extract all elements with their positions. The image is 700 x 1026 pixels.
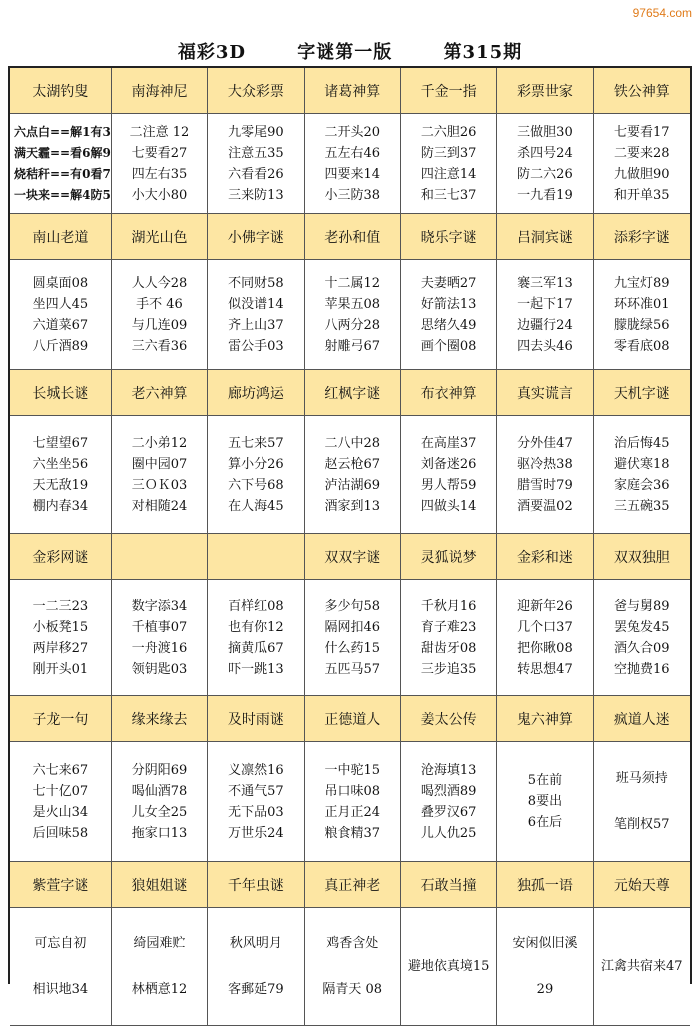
riddle-line: 转思想47	[517, 661, 573, 677]
riddle-line: 小大小80	[131, 187, 188, 203]
riddle-cell	[401, 742, 497, 862]
riddle-line: 安闲似旧溪	[512, 936, 578, 951]
column-header: 老孙和值	[305, 214, 401, 260]
riddle-line: 四左右35	[131, 166, 188, 182]
riddle-cell	[112, 260, 208, 370]
riddle-cell	[305, 416, 401, 534]
riddle-line: 治后悔45	[614, 435, 670, 451]
riddle-line: 育子难23	[420, 619, 477, 635]
riddle-line: 烧秸秆==有0看7	[14, 166, 111, 181]
column-header: 双双字谜	[305, 534, 401, 580]
riddle-line: 后回味58	[32, 825, 89, 841]
riddle-cell	[112, 742, 208, 862]
riddle-line: 可忘自初	[34, 936, 87, 951]
riddle-line: 防三到37	[420, 145, 477, 161]
riddle-line: 什么药15	[324, 640, 380, 656]
riddle-line: 刚开头01	[32, 661, 89, 677]
riddle-cell	[10, 260, 112, 370]
riddle-cell	[401, 416, 497, 534]
column-header: 独孤一语	[497, 862, 593, 908]
riddle-line: 分外佳47	[517, 435, 573, 451]
riddle-line: 罢兔发45	[614, 619, 670, 635]
riddle-line: 爸与舅89	[614, 598, 670, 614]
riddle-line: 九零尾90	[228, 124, 284, 140]
column-header: 缘来缘去	[112, 696, 208, 742]
riddle-line: 沧海填13	[420, 762, 477, 778]
riddle-line: 5在前	[527, 773, 563, 788]
riddle-line: 二八中28	[324, 435, 380, 451]
riddle-line: 圆桌面08	[32, 275, 89, 291]
riddle-line: 对相随24	[131, 498, 188, 514]
riddle-line: 江禽共宿来47	[601, 959, 683, 974]
riddle-line: 一中驼15	[324, 762, 380, 778]
riddle-cell	[208, 742, 304, 862]
riddle-line: 儿女全25	[131, 804, 188, 820]
riddle-cell	[497, 908, 593, 1026]
riddle-line: 三五碗35	[614, 498, 670, 514]
riddle-line: 三六看36	[131, 338, 188, 354]
riddle-line: 二小弟12	[131, 435, 188, 451]
riddle-line: 在人海45	[228, 498, 284, 514]
column-header: 姜太公传	[401, 696, 497, 742]
riddle-cell	[112, 908, 208, 1026]
riddle-line: 客郵延79	[228, 982, 284, 997]
page-title	[0, 38, 700, 64]
column-header: 小佛字谜	[208, 214, 304, 260]
column-header: 元始天尊	[594, 862, 690, 908]
riddle-line: 二开头20	[324, 124, 380, 140]
riddle-line: 七十亿07	[32, 783, 89, 799]
riddle-line: 迎新年26	[517, 598, 573, 614]
riddle-cell	[10, 580, 112, 696]
riddle-line: 甜齿牙08	[420, 640, 477, 656]
column-header: 太湖钓叟	[10, 68, 112, 114]
riddle-line: 防二六26	[517, 166, 573, 182]
riddle-line: 六下号68	[228, 477, 284, 493]
watermark: 97654.com	[632, 6, 692, 20]
riddle-line: 不通气57	[228, 783, 284, 799]
riddle-line: 空抛费16	[614, 661, 670, 677]
riddle-line: 和开单35	[614, 187, 670, 203]
riddle-line: 与几连09	[131, 317, 188, 333]
column-header: 狼姐姐谜	[112, 862, 208, 908]
column-header: 大众彩票	[208, 68, 304, 114]
riddle-line: 叠罗汉67	[420, 804, 477, 820]
riddle-line: 思绪久49	[420, 317, 477, 333]
column-header: 诸葛神算	[305, 68, 401, 114]
riddle-line: 无下品03	[228, 804, 284, 820]
riddle-line: 雷公手03	[228, 338, 284, 354]
riddle-line: 满天霾==看6解9	[14, 145, 111, 160]
riddle-line: 四去头46	[517, 338, 573, 354]
riddle-line: 二要来28	[614, 145, 670, 161]
riddle-line: 小板凳15	[32, 619, 89, 635]
riddle-line: 8要出	[527, 794, 563, 809]
column-header: 吕洞宾谜	[497, 214, 593, 260]
riddle-line: 五匹马57	[324, 661, 380, 677]
riddle-line: 射雕弓67	[324, 338, 380, 354]
riddle-line: 十二属12	[324, 275, 380, 291]
riddle-line: 领钥匙03	[131, 661, 188, 677]
riddle-line: 七要看17	[614, 124, 670, 140]
riddle-line: 和三七37	[420, 187, 477, 203]
riddle-cell	[401, 908, 497, 1026]
riddle-line: 一舟渡16	[131, 640, 188, 656]
riddle-line: 喝仙酒78	[131, 783, 188, 799]
riddle-line: 朦胧绿56	[614, 317, 670, 333]
riddle-line: 儿人仇25	[420, 825, 477, 841]
column-header: 正德道人	[305, 696, 401, 742]
riddle-cell	[401, 260, 497, 370]
column-header: 真实谎言	[497, 370, 593, 416]
column-header	[208, 534, 304, 580]
riddle-cell	[305, 742, 401, 862]
riddle-line: 班马须持	[615, 770, 668, 786]
riddle-cell	[401, 114, 497, 214]
riddle-line: 一九看19	[517, 187, 573, 203]
riddle-line: 一二三23	[32, 598, 89, 614]
riddle-line: 八斤酒89	[32, 338, 89, 354]
riddle-line: 百样红08	[228, 598, 284, 614]
riddle-cell	[594, 908, 690, 1026]
riddle-line: 隔网扣46	[324, 619, 380, 635]
riddle-line: 零看底08	[614, 338, 670, 354]
column-header: 千年虫谜	[208, 862, 304, 908]
riddle-cell	[208, 260, 304, 370]
column-header: 紫萱字谜	[10, 862, 112, 908]
riddle-cell	[10, 416, 112, 534]
column-header: 金彩网谜	[10, 534, 112, 580]
riddle-cell	[497, 260, 593, 370]
riddle-line: 6在后	[527, 815, 563, 830]
column-header: 金彩和迷	[497, 534, 593, 580]
column-header: 灵狐说梦	[401, 534, 497, 580]
riddle-line: 夫妻晒27	[420, 275, 477, 291]
riddle-line: 八两分28	[324, 317, 380, 333]
riddle-line: 在高崖37	[420, 435, 477, 451]
column-header: 及时雨谜	[208, 696, 304, 742]
riddle-line: 义凛然16	[228, 762, 284, 778]
riddle-line: 边疆行24	[517, 317, 573, 333]
riddle-line: 天无敌19	[32, 477, 89, 493]
riddle-line: 七要看27	[131, 145, 188, 161]
column-header: 彩票世家	[497, 68, 593, 114]
riddle-cell	[305, 908, 401, 1026]
riddle-line: 酒久合09	[614, 640, 670, 656]
column-header: 铁公神算	[594, 68, 690, 114]
riddle-line: 六七来67	[32, 762, 89, 778]
riddle-line: 酒家到13	[324, 498, 380, 514]
riddle-cell	[594, 416, 690, 534]
column-header: 疯道人迷	[594, 696, 690, 742]
riddle-cell	[208, 416, 304, 534]
riddle-line: 笔削权57	[614, 817, 670, 833]
riddle-cell	[594, 742, 690, 862]
riddle-line: 粮食精37	[324, 825, 380, 841]
column-header: 廊坊鸿运	[208, 370, 304, 416]
riddle-cell	[497, 114, 593, 214]
riddle-line: 29	[536, 982, 554, 997]
column-header: 布衣神算	[401, 370, 497, 416]
riddle-line: 摘黄瓜67	[228, 640, 284, 656]
riddle-cell	[112, 114, 208, 214]
riddle-line: 似没谱14	[228, 296, 284, 312]
riddle-cell	[10, 114, 112, 214]
riddle-line: 四要来14	[324, 166, 380, 182]
riddle-line: 吊口味08	[324, 783, 380, 799]
title-issue: 第315期	[443, 42, 523, 63]
riddle-line: 手不 46	[136, 296, 183, 312]
riddle-line: 小三防38	[324, 187, 380, 203]
title-brand: 福彩3D	[177, 42, 246, 63]
riddle-line: 三做胆30	[517, 124, 573, 140]
column-header: 石敢当撞	[401, 862, 497, 908]
riddle-cell	[208, 908, 304, 1026]
riddle-line: 刘备迷26	[420, 456, 477, 472]
riddle-cell	[594, 260, 690, 370]
riddle-line: 两岸移27	[32, 640, 89, 656]
riddle-cell	[401, 580, 497, 696]
riddle-cell	[305, 260, 401, 370]
column-header: 南海神尼	[112, 68, 208, 114]
riddle-line: 五左右46	[324, 145, 380, 161]
riddle-line: 万世乐24	[228, 825, 284, 841]
riddle-line: 三ＯＫ03	[131, 477, 188, 493]
riddle-line: 不同财58	[228, 275, 284, 291]
riddle-line: 棚内春34	[32, 498, 89, 514]
riddle-line: 鸡香含处	[326, 936, 379, 951]
riddle-line: 一块来==解4防5	[14, 187, 111, 202]
riddle-line: 四注意14	[420, 166, 477, 182]
riddle-line: 数字添34	[131, 598, 188, 614]
riddle-line: 好箭法13	[420, 296, 477, 312]
riddle-line: 赵云枪67	[324, 456, 380, 472]
riddle-line: 拖家口13	[131, 825, 188, 841]
column-header: 晓乐字谜	[401, 214, 497, 260]
riddle-line: 分阴阳69	[131, 762, 188, 778]
column-header	[112, 534, 208, 580]
riddle-line: 千植事07	[131, 619, 188, 635]
riddle-line: 腊雪时79	[517, 477, 573, 493]
riddle-cell	[305, 580, 401, 696]
riddle-cell	[208, 114, 304, 214]
riddle-table	[8, 66, 692, 997]
riddle-line: 千秋月16	[420, 598, 477, 614]
riddle-line: 环环准01	[614, 296, 670, 312]
riddle-line: 吓一跳13	[228, 661, 284, 677]
column-header: 南山老道	[10, 214, 112, 260]
riddle-line: 避伏寒18	[614, 456, 670, 472]
column-header: 湖光山色	[112, 214, 208, 260]
riddle-cell	[497, 580, 593, 696]
riddle-line: 二注意 12	[129, 124, 190, 140]
riddle-line: 七望望67	[32, 435, 89, 451]
riddle-cell	[112, 580, 208, 696]
title-edition: 字谜第一版	[297, 42, 393, 63]
column-header: 红枫字谜	[305, 370, 401, 416]
riddle-line: 九做胆90	[614, 166, 670, 182]
riddle-cell	[10, 742, 112, 862]
riddle-line: 六道菜67	[32, 317, 89, 333]
riddle-cell	[594, 114, 690, 214]
riddle-cell	[594, 580, 690, 696]
riddle-line: 杀四号24	[517, 145, 573, 161]
column-header: 鬼六神算	[497, 696, 593, 742]
riddle-line: 家庭会36	[614, 477, 670, 493]
riddle-line: 几个口37	[517, 619, 573, 635]
riddle-line: 人人今28	[131, 275, 188, 291]
riddle-line: 是火山34	[32, 804, 89, 820]
riddle-cell	[497, 742, 593, 862]
riddle-cell	[208, 580, 304, 696]
column-header: 子龙一句	[10, 696, 112, 742]
riddle-line: 四做头14	[420, 498, 477, 514]
column-header: 真正神老	[305, 862, 401, 908]
riddle-line: 九宝灯89	[614, 275, 670, 291]
riddle-cell	[497, 416, 593, 534]
riddle-line: 男人帮59	[420, 477, 477, 493]
riddle-line: 圈中园07	[131, 456, 188, 472]
riddle-line: 多少句58	[324, 598, 380, 614]
riddle-line: 二六胆26	[420, 124, 477, 140]
riddle-line: 六坐坐56	[32, 456, 89, 472]
riddle-line: 隔青天 08	[322, 982, 383, 997]
riddle-line: 褰三军13	[517, 275, 573, 291]
riddle-cell	[305, 114, 401, 214]
column-header: 添彩字谜	[594, 214, 690, 260]
riddle-line: 一起下17	[517, 296, 573, 312]
column-header: 长城长谜	[10, 370, 112, 416]
riddle-line: 齐上山37	[228, 317, 284, 333]
riddle-line: 画个圈08	[420, 338, 477, 354]
riddle-line: 相识地34	[32, 982, 89, 997]
riddle-line: 秋风明月	[229, 936, 282, 951]
riddle-line: 六看看26	[228, 166, 284, 182]
riddle-line: 苹果五08	[324, 296, 380, 312]
riddle-line: 三步追35	[420, 661, 477, 677]
riddle-line: 算小分26	[228, 456, 284, 472]
column-header: 千金一指	[401, 68, 497, 114]
riddle-line: 绮园难贮	[133, 936, 186, 951]
riddle-line: 林栖意12	[131, 982, 188, 997]
riddle-line: 坐四人45	[32, 296, 89, 312]
column-header: 双双独胆	[594, 534, 690, 580]
riddle-line: 三来防13	[228, 187, 284, 203]
riddle-line: 五七来57	[228, 435, 284, 451]
column-header: 天机字谜	[594, 370, 690, 416]
riddle-line: 也有你12	[228, 619, 284, 635]
riddle-cell	[10, 908, 112, 1026]
riddle-line: 把你瞅08	[517, 640, 573, 656]
riddle-line: 酒要温02	[517, 498, 573, 514]
riddle-line: 六点白==解1有3	[14, 124, 111, 139]
riddle-line: 驱冷热38	[517, 456, 573, 472]
riddle-line: 避地依真境15	[407, 959, 490, 974]
column-header: 老六神算	[112, 370, 208, 416]
riddle-line: 泸沽湖69	[324, 477, 380, 493]
riddle-cell	[112, 416, 208, 534]
riddle-line: 正月正24	[324, 804, 380, 820]
riddle-line: 喝烈酒89	[420, 783, 477, 799]
riddle-line: 注意五35	[228, 145, 284, 161]
